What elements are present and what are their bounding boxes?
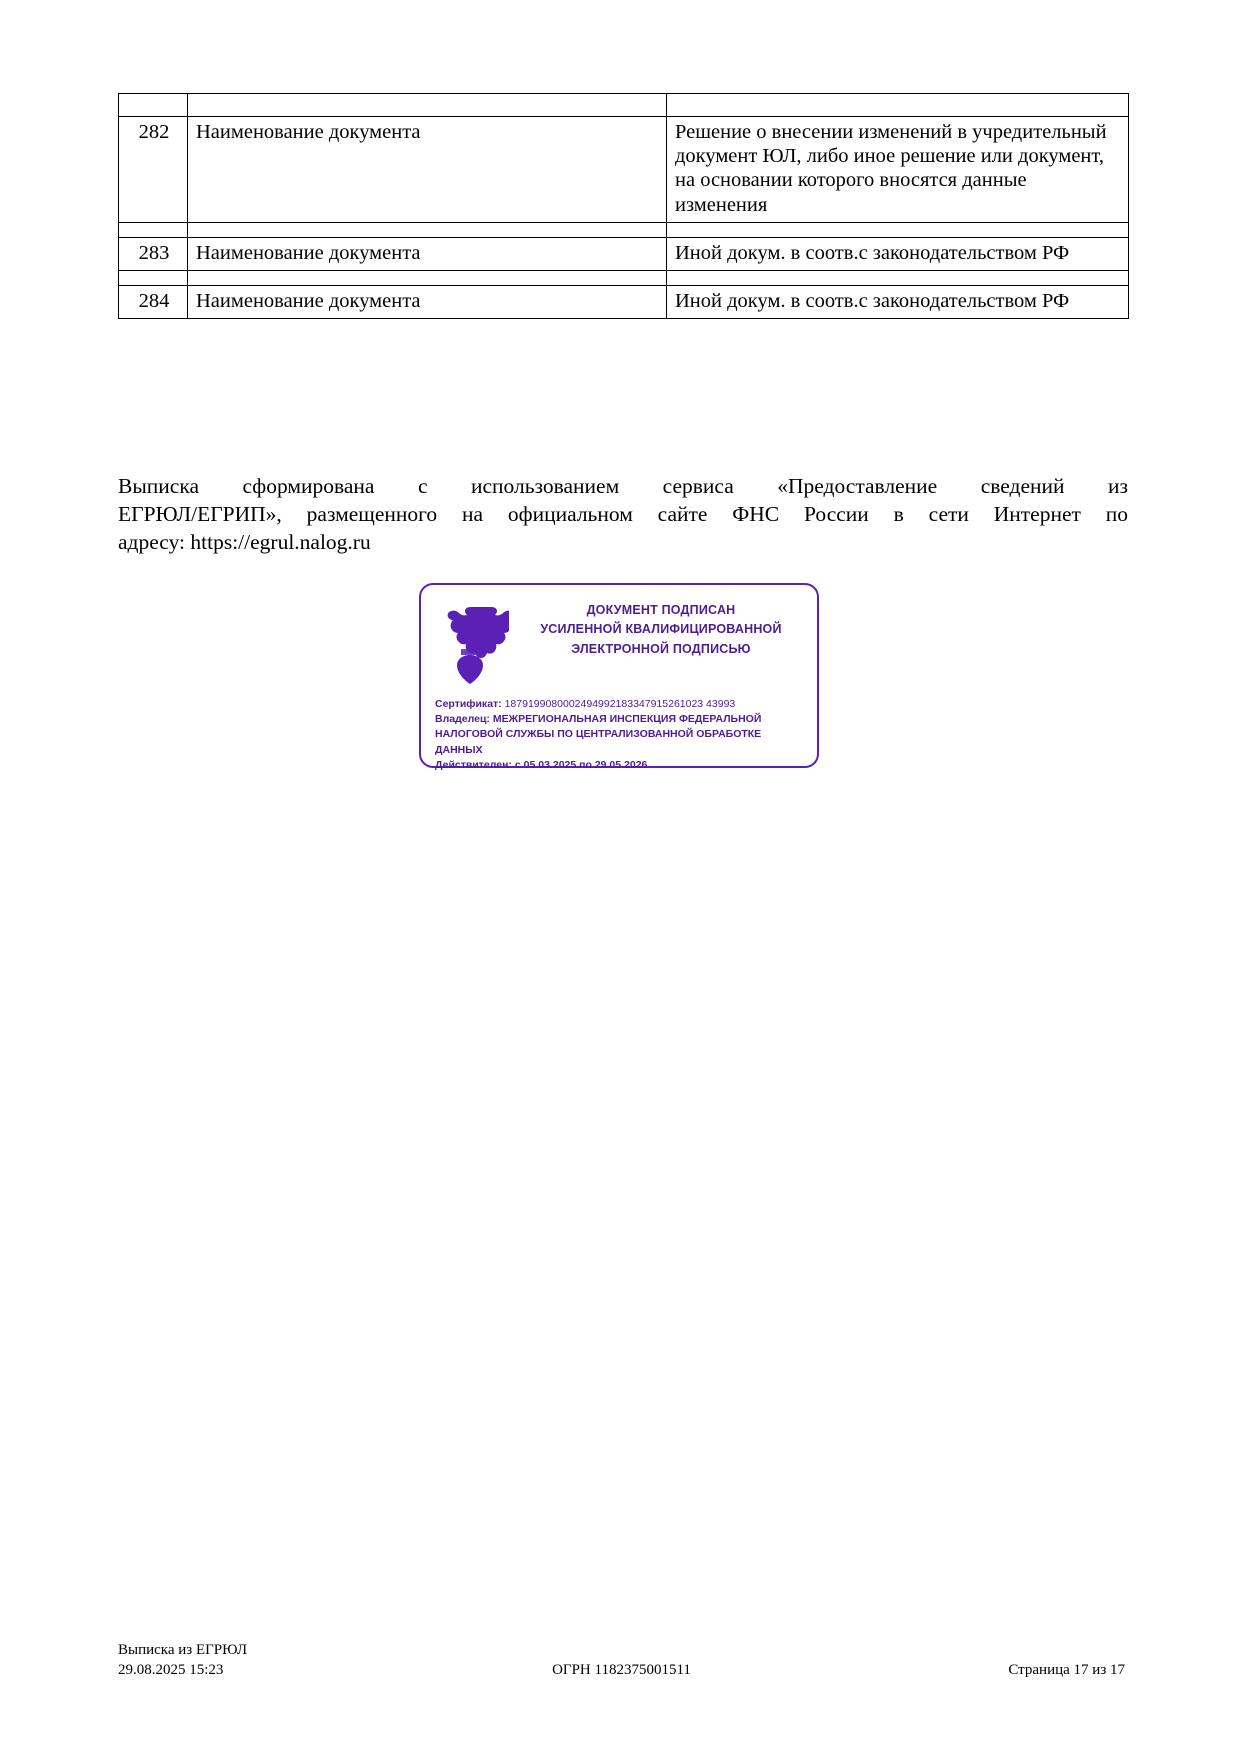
stamp-validity-value: с 05.03.2025 по 29.05.2026: [514, 758, 648, 771]
stamp-certificate-label: Сертификат:: [435, 698, 502, 710]
stamp-validity-row: [435, 758, 805, 773]
table-row-spacer: [119, 270, 1129, 285]
table-row-empty-top: [119, 94, 1129, 117]
row-label: Наименование документа: [188, 237, 667, 270]
stamp-heading: [513, 601, 809, 659]
table-row: [119, 117, 1129, 223]
cell-spacer-num: [119, 270, 188, 285]
footer-meta-row: [118, 1660, 1125, 1680]
stamp-heading-line-3: ЭЛЕКТРОННОЙ ПОДПИСЬЮ: [571, 641, 751, 656]
row-number: 283: [119, 237, 188, 270]
stamp-owner-label: Владелец:: [435, 713, 490, 726]
stamp-heading-line-2: УСИЛЕННОЙ КВАЛИФИЦИРОВАННОЙ: [540, 622, 782, 637]
stamp-heading-line-1: ДОКУМЕНТ ПОДПИСАН: [586, 603, 736, 617]
table-row-spacer: [119, 222, 1129, 237]
row-number: 284: [119, 285, 188, 318]
footer-ogrn: ОГРН 1182375001511: [552, 1662, 691, 1679]
note-line-2: ЕГРЮЛ/ЕГРИП», размещенного на официальном сайте ФНС России в сети Интернет по: [118, 501, 1128, 526]
table-row: [119, 237, 1129, 270]
stamp-certificate-row: [435, 697, 805, 712]
stamp-owner-value: МЕЖРЕГИОНАЛЬНАЯ ИНСПЕКЦИЯ ФЕДЕРАЛЬНОЙ НАЛОГОВОЙ СЛУЖБЫ ПО ЦЕНТРАЛИЗОВАННОЙ ОБРАБОТКЕ ДАННЫХ: [435, 713, 762, 756]
stamp-details: [435, 697, 805, 773]
cell-empty-label: [188, 94, 667, 117]
row-label: Наименование документа: [188, 117, 667, 223]
digital-signature-stamp: [419, 583, 819, 771]
footer-page-number: Страница 17 из 17: [1008, 1662, 1125, 1679]
note-line-1: Выписка сформирована с использованием сервиса «Предоставление сведений из: [118, 474, 1128, 498]
cell-spacer-value: [667, 270, 1129, 285]
row-number: 282: [119, 117, 188, 223]
cell-spacer-num: [119, 222, 188, 237]
note-line-3: адресу: https://egrul.nalog.ru: [118, 529, 371, 554]
row-label: Наименование документа: [188, 285, 667, 318]
row-value: Иной докум. в соотв.с законодательством РФ: [667, 285, 1129, 318]
cell-empty-num: [119, 94, 188, 117]
documents-table: [118, 93, 1129, 319]
cell-spacer-label: [188, 270, 667, 285]
footer-document-title: Выписка из ЕГРЮЛ: [118, 1642, 247, 1658]
row-value: Иной докум. в соотв.с законодательством РФ: [667, 237, 1129, 270]
stamp-validity-label: Действителен:: [435, 758, 512, 771]
row-value: Решение о внесении изменений в учредительный документ ЮЛ, либо иное решение или документ, на основании которого вносятся данные изменения: [667, 117, 1129, 223]
stamp-certificate-value: 1879199080002494992183347915261023 43993: [504, 698, 736, 710]
cell-spacer-value: [667, 222, 1129, 237]
stamp-owner-row: [435, 712, 805, 758]
table-row: [119, 285, 1129, 318]
page-footer: [118, 1640, 1125, 1680]
cell-spacer-label: [188, 222, 667, 237]
cell-empty-value: [667, 94, 1129, 117]
double-headed-eagle-icon: [431, 599, 509, 691]
service-note: [118, 473, 1128, 557]
footer-datetime: 29.08.2025 15:23: [118, 1662, 224, 1679]
